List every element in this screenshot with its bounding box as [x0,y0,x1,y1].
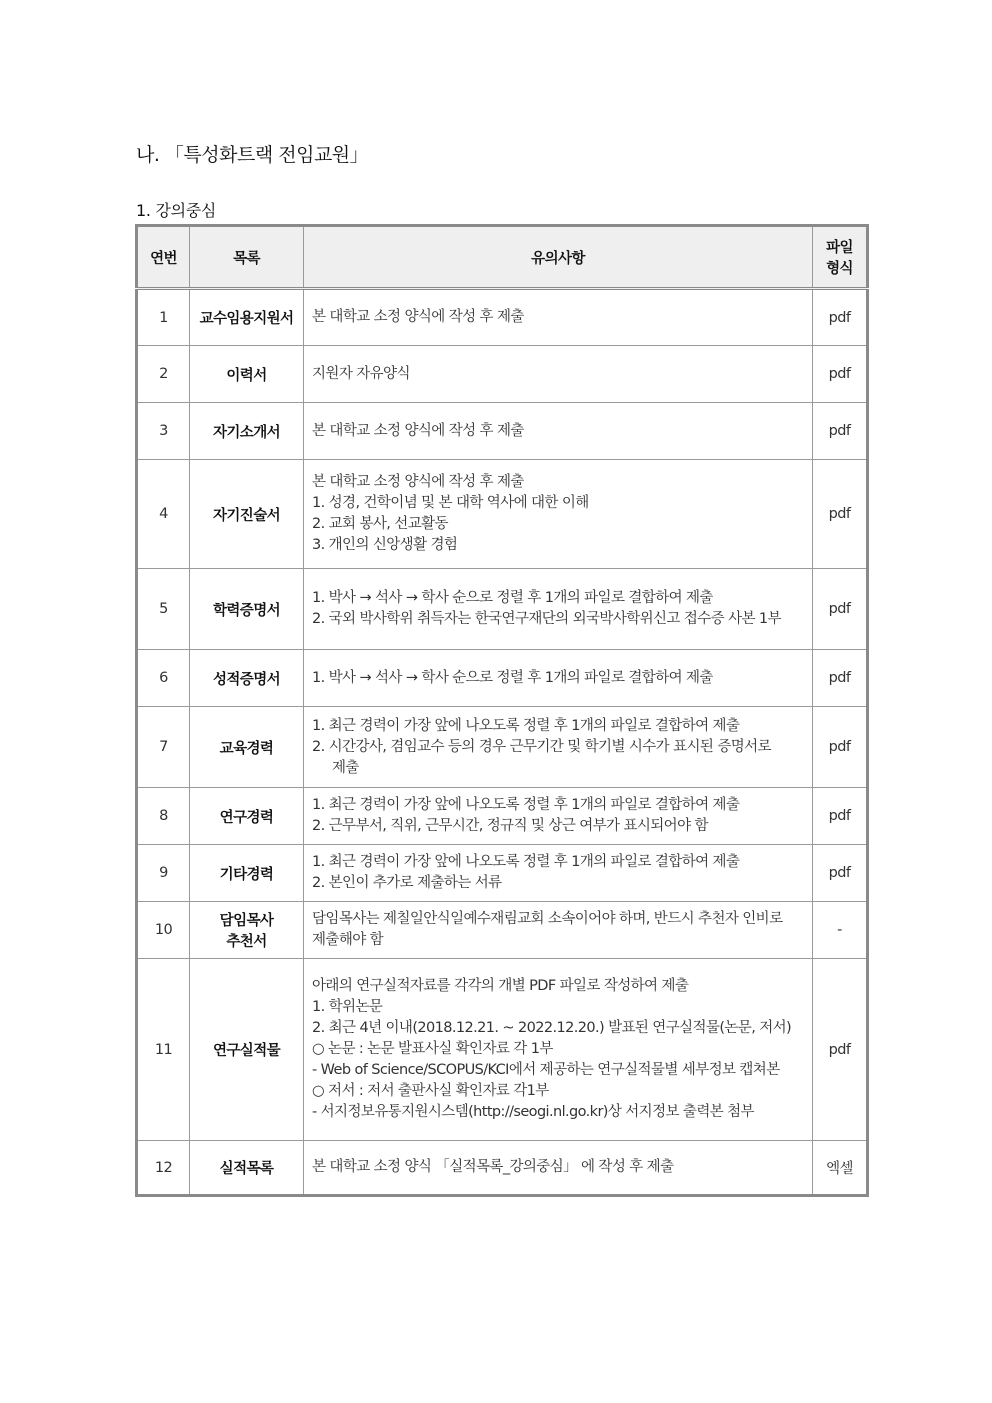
note-line: 1. 최근 경력이 가장 앞에 나오도록 정렬 후 1개의 파일로 결합하여 제출 [312,717,740,734]
header-format [813,226,868,289]
row-document-name [190,902,304,959]
table-row [137,289,868,346]
note-line: 2. 최근 4년 이내(2018.12.21. ~ 2022.12.20.) 발표된 연구실적물(논문, 저서) [312,1020,792,1036]
row-notes [304,959,813,1141]
row-number: 2 [137,346,190,403]
row-number: 7 [137,707,190,788]
row-file-format: pdf [813,707,868,788]
table-row [137,569,868,650]
row-document-name [190,403,304,460]
row-file-format: pdf [813,403,868,460]
document-name-line: 이력서 [226,367,267,384]
row-notes [304,289,813,346]
row-notes [304,902,813,959]
row-document-name [190,650,304,707]
document-name-line: 자기소개서 [212,424,281,441]
row-number: 12 [137,1141,190,1196]
document-name-line: 성적증명서 [212,671,281,688]
document-name-line: 연구경력 [219,809,274,826]
row-number: 5 [137,569,190,650]
row-file-format: pdf [813,650,868,707]
row-notes [304,569,813,650]
row-file-format: - [813,902,868,959]
note-line: 2. 근무부서, 직위, 근무시간, 정규직 및 상근 여부가 표시되어야 함 [312,818,708,834]
table-row [137,845,868,902]
note-line: 제출 [332,759,359,776]
row-file-format: pdf [813,460,868,569]
document-name-line: 연구실적물 [212,1043,281,1059]
note-line: 1. 박사 → 석사 → 학사 순으로 정렬 후 1개의 파일로 결합하여 제출 [312,669,713,686]
row-file-format: pdf [813,845,868,902]
row-number: 6 [137,650,190,707]
note-line: ○ 논문 : 논문 발표사실 확인자료 각 1부 [312,1041,553,1057]
document-name-line: 실적목록 [219,1161,274,1177]
note-line: 본 대학교 소정 양식에 작성 후 제출 [312,474,524,490]
row-document-name [190,346,304,403]
note-line: 2. 교회 봉사, 선교활동 [312,516,448,532]
row-file-format: pdf [813,346,868,403]
table-row [137,346,868,403]
row-notes [304,403,813,460]
document-name-line: 교수임용지원서 [199,311,294,327]
header-format-line2: 형식 [826,261,853,277]
row-document-name [190,707,304,788]
document-name-line: 기타경력 [219,866,274,883]
document-name-line: 추천서 [226,934,267,950]
table-row [137,1141,868,1196]
note-line: 본 대학교 소정 양식에 작성 후 제출 [312,309,524,325]
row-number: 10 [137,902,190,959]
row-file-format: pdf [813,959,868,1141]
row-document-name [190,569,304,650]
note-line: 2. 본인이 추가로 제출하는 서류 [312,875,502,891]
note-line: 1. 박사 → 석사 → 학사 순으로 정렬 후 1개의 파일로 결합하여 제출 [312,590,713,606]
row-file-format: pdf [813,788,868,845]
row-number: 11 [137,959,190,1141]
row-document-name [190,788,304,845]
row-document-name [190,289,304,346]
table-row [137,959,868,1141]
row-document-name [190,845,304,902]
note-line: 아래의 연구실적자료를 각각의 개별 PDF 파일로 작성하여 제출 [312,978,689,994]
row-notes [304,1141,813,1196]
table-row [137,460,868,569]
row-notes [304,346,813,403]
note-line: 1. 성경, 건학이념 및 본 대학 역사에 대한 이해 [312,495,589,511]
document-name-line: 담임목사 [219,913,274,929]
row-notes [304,788,813,845]
table-row [137,650,868,707]
row-number: 4 [137,460,190,569]
row-number: 1 [137,289,190,346]
note-line: 2. 국외 박사학위 취득자는 한국연구재단의 외국박사학위신고 접수증 사본 1부 [312,611,781,627]
row-number: 3 [137,403,190,460]
row-document-name [190,1141,304,1196]
row-number: 9 [137,845,190,902]
note-line: 담임목사는 제칠일안식일예수재림교회 소속이어야 하며, 반드시 추천자 인비로 [312,911,783,927]
table-row [137,707,868,788]
document-table [135,224,869,1197]
document-name-line: 학력증명서 [212,602,281,619]
section-title: 나. 「특성화트랙 전임교원」 [136,144,369,166]
note-line: - Web of Science/SCOPUS/KCI에서 제공하는 연구실적물별 세부정보 캡쳐본 [312,1062,780,1078]
row-notes [304,650,813,707]
document-name-line: 교육경력 [219,740,274,757]
document-name-line: 자기진술서 [212,507,281,524]
sub-title: 1. 강의중심 [136,201,217,220]
note-line: ○ 저서 : 저서 출판사실 확인자료 각1부 [312,1083,549,1099]
row-file-format: 엑셀 [813,1141,868,1196]
table-body [137,289,868,1196]
table-row [137,403,868,460]
table-row [137,788,868,845]
header-format-line1: 파일 [826,240,853,256]
header-note: 유의사항 [304,226,813,289]
note-line: 1. 학위논문 [312,999,383,1015]
row-document-name [190,959,304,1141]
row-notes [304,707,813,788]
note-line: 지원자 자유양식 [312,365,410,382]
note-line: 1. 최근 경력이 가장 앞에 나오도록 정렬 후 1개의 파일로 결합하여 제출 [312,854,740,870]
note-line: 본 대학교 소정 양식에 작성 후 제출 [312,422,524,439]
row-number: 8 [137,788,190,845]
note-line: - 서지정보유통지원시스템(http://seogi.nl.go.kr)상 서지정보 출력본 첨부 [312,1104,754,1120]
header-no: 연번 [137,226,190,289]
row-file-format: pdf [813,289,868,346]
note-line: 제출해야 함 [312,932,384,948]
note-line: 본 대학교 소정 양식 「실적목록_강의중심」 에 작성 후 제출 [312,1159,674,1175]
row-file-format: pdf [813,569,868,650]
row-document-name [190,460,304,569]
header-doc: 목록 [190,226,304,289]
note-line: 3. 개인의 신앙생활 경험 [312,537,458,553]
row-notes [304,460,813,569]
row-notes [304,845,813,902]
table-header-row [137,226,868,289]
table-row [137,902,868,959]
note-line: 2. 시간강사, 겸임교수 등의 경우 근무기간 및 학기별 시수가 표시된 증명서로 [312,738,771,755]
note-line: 1. 최근 경력이 가장 앞에 나오도록 정렬 후 1개의 파일로 결합하여 제출 [312,797,740,813]
